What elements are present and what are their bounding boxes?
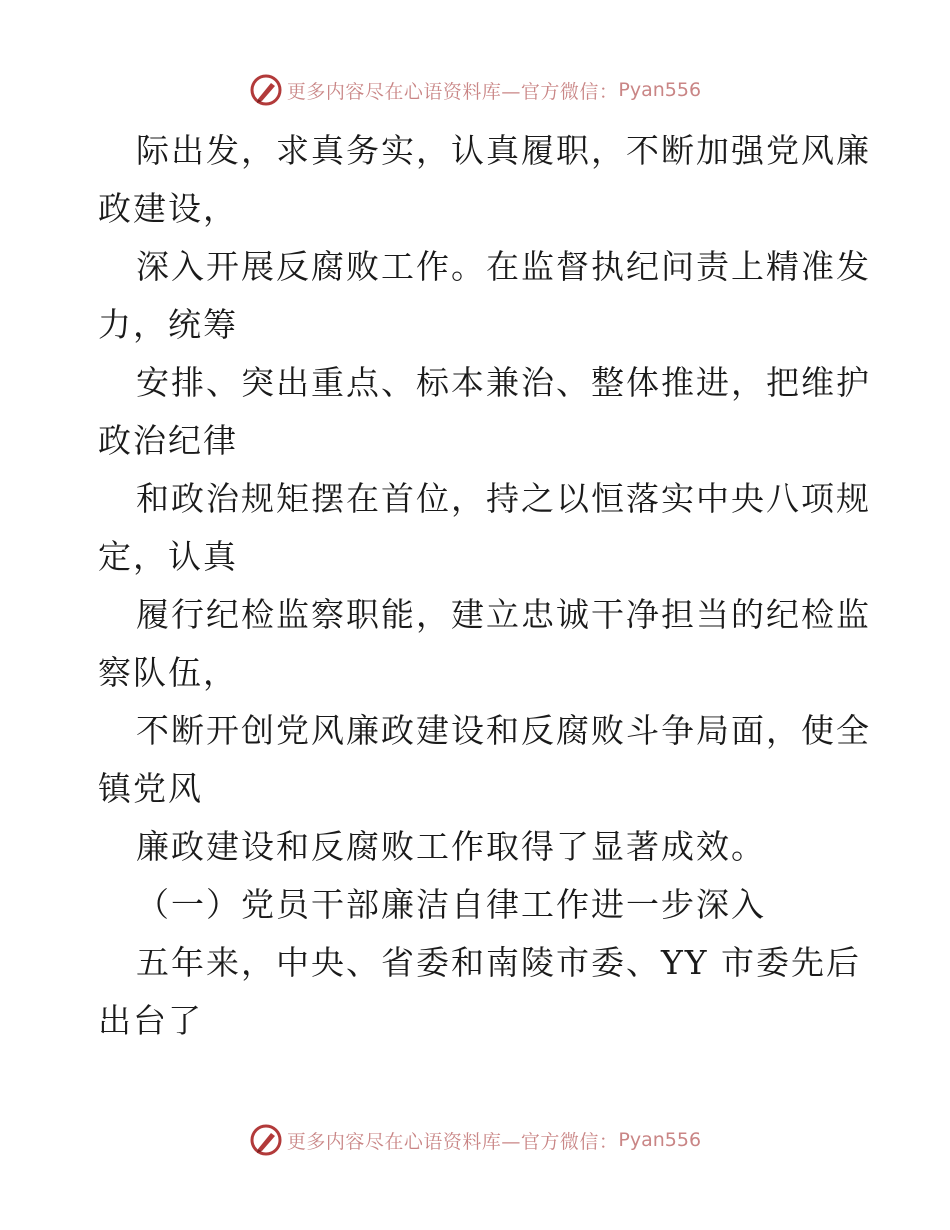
text-line: 定，认真 <box>98 537 238 576</box>
pen-logo-icon <box>249 73 283 107</box>
text-line: 安排、突出重点、标本兼治、整体推进，把维护 <box>136 363 871 402</box>
text-line: 廉政建设和反腐败工作取得了显著成效。 <box>136 827 766 866</box>
text-line: 和政治规矩摆在首位，持之以恒落实中央八项规 <box>136 479 871 518</box>
text-line: 力，统筹 <box>98 305 238 344</box>
text-line: 不断开创党风廉政建设和反腐败斗争局面，使全 <box>136 711 871 750</box>
text-line: 政治纪律 <box>98 421 238 460</box>
text-line: 镇党风 <box>98 769 203 808</box>
pen-logo-icon <box>249 1123 283 1157</box>
header-banner <box>0 70 950 110</box>
document-body <box>98 122 871 1050</box>
header-banner-text: 更多内容尽在心语资料库—官方微信： <box>286 80 619 103</box>
section-heading: （一）党员干部廉洁自律工作进一步深入 <box>136 885 766 924</box>
text-line: 深入开展反腐败工作。在监督执纪问责上精准发 <box>136 247 871 286</box>
text-line: 履行纪检监察职能，建立忠诚干净担当的纪检监 <box>136 595 871 634</box>
text-line: 五年来，中央、省委和南陵市委、YY 市委先后 <box>136 943 862 982</box>
text-line: 察队伍， <box>98 653 238 692</box>
footer-banner <box>0 1120 950 1160</box>
footer-banner-text: 更多内容尽在心语资料库—官方微信： <box>286 1130 619 1153</box>
footer-wechat-id: Pyan556 <box>618 1129 702 1151</box>
text-line: 政建设， <box>98 189 238 228</box>
text-line: 际出发，求真务实，认真履职，不断加强党风廉 <box>136 131 871 170</box>
header-wechat-id: Pyan556 <box>618 79 702 101</box>
text-line: 出台了 <box>98 1001 203 1040</box>
